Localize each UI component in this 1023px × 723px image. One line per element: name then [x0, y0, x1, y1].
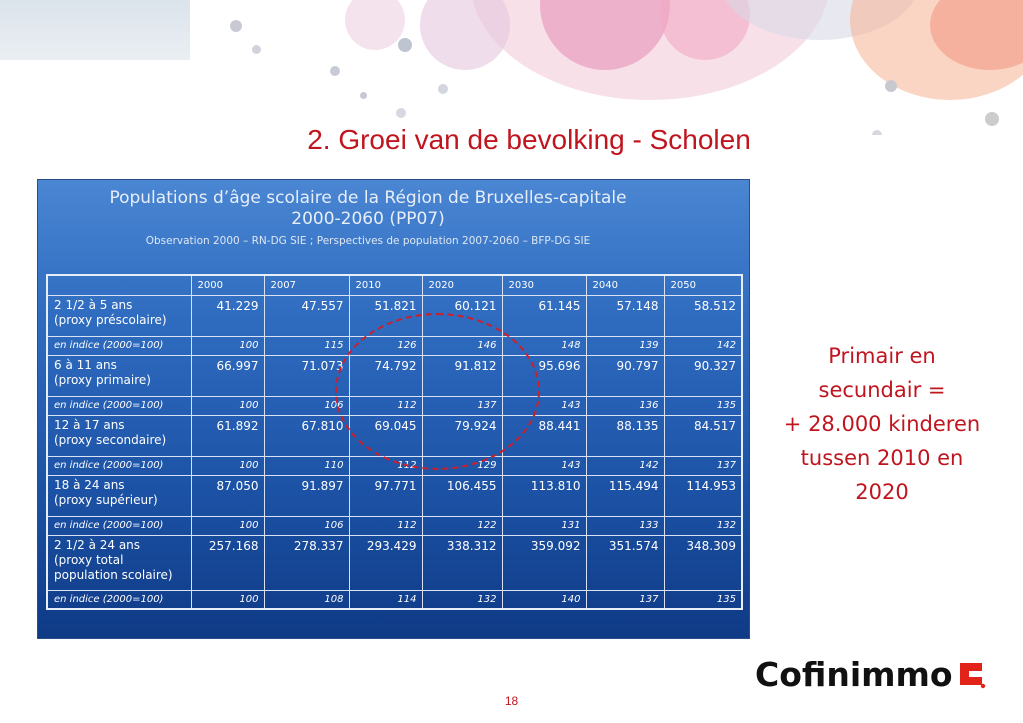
row-label-line: en indice (2000=100)	[54, 593, 164, 605]
table-cell: 137	[664, 456, 742, 475]
table-cell: 41.229	[191, 295, 264, 336]
row-label-line: en indice (2000=100)	[54, 400, 164, 411]
table-cell: 84.517	[664, 415, 742, 456]
decorative-header-band	[0, 0, 1023, 135]
table-cell: 338.312	[422, 535, 502, 590]
table-cell: 106.455	[422, 475, 502, 516]
table-cell: 79.924	[422, 415, 502, 456]
table-cell: 146	[422, 336, 502, 355]
table-cell: 112	[349, 516, 422, 535]
table-cell: 60.121	[422, 295, 502, 336]
side-note-line: tussen 2010 en	[800, 446, 964, 470]
table-cell: 88.135	[586, 415, 664, 456]
row-label	[47, 516, 191, 535]
table-cell: 100	[191, 516, 264, 535]
table-cell: 47.557	[264, 295, 349, 336]
table-cell: 132	[422, 590, 502, 609]
row-label-line: (proxy secondaire)	[54, 432, 167, 447]
table-cell: 135	[664, 396, 742, 415]
table-cell: 129	[422, 456, 502, 475]
table-cell: 66.997	[191, 355, 264, 396]
side-note-line: 2020	[855, 480, 909, 504]
row-label-line: 6 à 11 ans	[54, 357, 117, 372]
table-cell: 359.092	[502, 535, 586, 590]
row-label	[47, 590, 191, 609]
row-label-line: en indice (2000=100)	[54, 460, 164, 471]
table-cell: 257.168	[191, 535, 264, 590]
table-cell: 137	[586, 590, 664, 609]
table-cell: 142	[664, 336, 742, 355]
table-cell: 90.797	[586, 355, 664, 396]
table-cell: 91.897	[264, 475, 349, 516]
slide-title: 2. Groei van de bevolking - Scholen	[307, 124, 751, 155]
table-cell: 51.821	[349, 295, 422, 336]
table-cell: 278.337	[264, 535, 349, 590]
table-cell: 143	[502, 456, 586, 475]
table-cell: 293.429	[349, 535, 422, 590]
side-note-line: Primair en	[828, 344, 936, 368]
table-header-year: 2010	[349, 275, 422, 295]
table-cell: 100	[191, 336, 264, 355]
row-label	[47, 415, 191, 456]
table-cell: 61.145	[502, 295, 586, 336]
page-number: 18	[504, 694, 519, 708]
table-row-index	[47, 516, 742, 535]
row-label-line: (proxy supérieur)	[54, 492, 158, 507]
table-header-year: 2050	[664, 275, 742, 295]
table-cell: 106	[264, 516, 349, 535]
table-cell: 88.441	[502, 415, 586, 456]
table-header-year: 2000	[191, 275, 264, 295]
table-cell: 126	[349, 336, 422, 355]
table-cell: 100	[191, 590, 264, 609]
row-label-line: (proxy total	[54, 552, 124, 567]
row-label-line: (proxy préscolaire)	[54, 312, 167, 327]
row-label-line: en indice (2000=100)	[54, 340, 164, 351]
table-header-year: 2040	[586, 275, 664, 295]
table-cell: 132	[664, 516, 742, 535]
side-note-line: + 28.000 kinderen	[783, 412, 981, 436]
table-header-empty	[47, 275, 191, 295]
table-cell: 348.309	[664, 535, 742, 590]
table-row-index	[47, 590, 742, 609]
row-label	[47, 456, 191, 475]
table-cell: 91.812	[422, 355, 502, 396]
table-cell: 140	[502, 590, 586, 609]
row-label-line: population scolaire)	[54, 567, 173, 582]
row-label	[47, 396, 191, 415]
table-cell: 100	[191, 456, 264, 475]
table-cell: 114.953	[664, 475, 742, 516]
logo-text: Cofinimmo	[755, 654, 953, 694]
cofinimmo-mark-icon	[956, 659, 986, 689]
table-cell: 122	[422, 516, 502, 535]
table-cell: 106	[264, 396, 349, 415]
highlight-dashed-circle	[335, 313, 540, 470]
table-cell: 112	[349, 456, 422, 475]
table-cell: 137	[422, 396, 502, 415]
row-label-line: 12 à 17 ans	[54, 417, 125, 432]
table-cell: 110	[264, 456, 349, 475]
table-header-year: 2007	[264, 275, 349, 295]
table-cell: 135	[664, 590, 742, 609]
table-cell: 90.327	[664, 355, 742, 396]
table-cell: 61.892	[191, 415, 264, 456]
table-cell: 74.792	[349, 355, 422, 396]
table-cell: 108	[264, 590, 349, 609]
table-cell: 71.073	[264, 355, 349, 396]
row-label-line: 18 à 24 ans	[54, 477, 125, 492]
table-panel-subtitle: Observation 2000 – RN-DG SIE ; Perspectives de population 2007-2060 – BFP-DG SIE	[145, 235, 591, 247]
row-label	[47, 336, 191, 355]
table-header-year: 2030	[502, 275, 586, 295]
row-label	[47, 475, 191, 516]
table-cell: 351.574	[586, 535, 664, 590]
table-cell: 57.148	[586, 295, 664, 336]
row-label	[47, 535, 191, 590]
table-panel-title-line1: Populations d’âge scolaire de la Région de Bruxelles-capitale	[109, 188, 627, 208]
row-label-line: en indice (2000=100)	[54, 520, 164, 531]
table-cell: 87.050	[191, 475, 264, 516]
table-panel-title-line2: 2000-2060 (PP07)	[291, 209, 445, 229]
table-row	[47, 535, 742, 590]
table-cell: 139	[586, 336, 664, 355]
table-cell: 67.810	[264, 415, 349, 456]
table-cell: 148	[502, 336, 586, 355]
table-cell: 100	[191, 396, 264, 415]
side-note	[762, 339, 1002, 509]
row-label	[47, 355, 191, 396]
table-cell: 115.494	[586, 475, 664, 516]
table-cell: 133	[586, 516, 664, 535]
table-cell: 142	[586, 456, 664, 475]
table-cell: 95.696	[502, 355, 586, 396]
row-label-line: 2 1/2 à 24 ans	[54, 537, 141, 552]
table-cell: 143	[502, 396, 586, 415]
row-label-line: (proxy primaire)	[54, 372, 151, 387]
table-header-row	[47, 275, 742, 295]
table-cell: 136	[586, 396, 664, 415]
table-cell: 115	[264, 336, 349, 355]
table-cell: 97.771	[349, 475, 422, 516]
table-panel-title	[38, 188, 698, 230]
table-cell: 114	[349, 590, 422, 609]
table-cell: 112	[349, 396, 422, 415]
row-label	[47, 295, 191, 336]
table-cell: 69.045	[349, 415, 422, 456]
table-row	[47, 475, 742, 516]
side-note-line: secundair =	[818, 378, 946, 402]
table-cell: 58.512	[664, 295, 742, 336]
cofinimmo-logo	[755, 654, 986, 694]
row-label-line: 2 1/2 à 5 ans	[54, 297, 133, 312]
table-cell: 113.810	[502, 475, 586, 516]
table-cell: 131	[502, 516, 586, 535]
table-header-year: 2020	[422, 275, 502, 295]
